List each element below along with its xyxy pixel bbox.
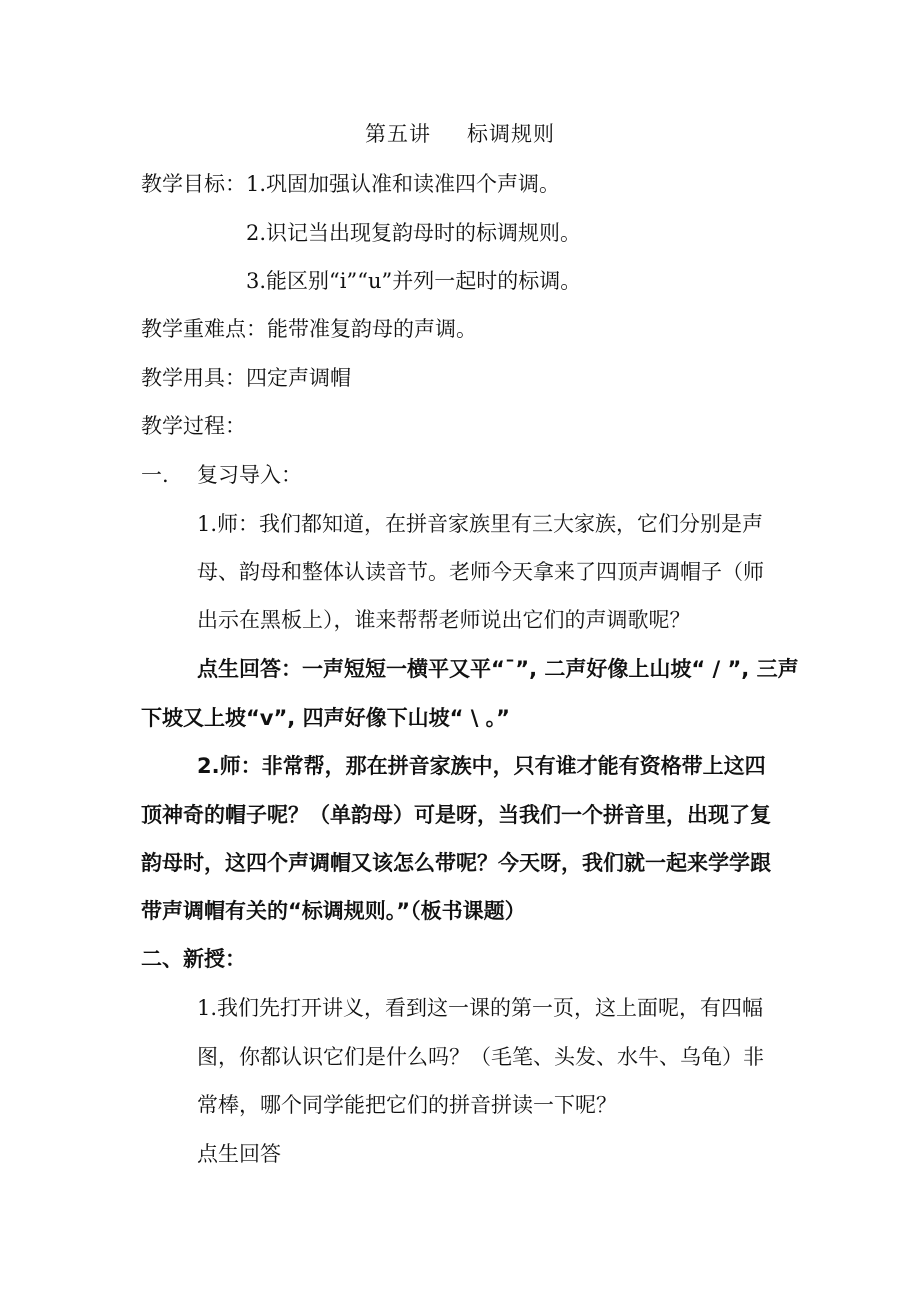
s1-para2-line1: 2.师：非常帮，那在拼音家族中，只有谁才能有资格带上这四	[197, 754, 766, 778]
section1-number: 一.	[141, 463, 169, 487]
objective-2: 2.识记当出现复韵母时的标调规则。	[246, 221, 582, 245]
objective-text: 1.巩固加强认准和读准四个声调。	[246, 172, 561, 196]
s1-answer-line2: 下坡又上坡“v”, 四声好像下山坡“ \ 。”	[141, 706, 510, 730]
s2-para1-line1: 1.我们先打开讲义，看到这一课的第一页，这上面呢，有四幅	[197, 996, 764, 1020]
objectives-label: 教学目标：	[141, 172, 246, 196]
s1-para1-line3: 出示在黑板上），谁来帮帮老师说出它们的声调歌呢？	[197, 608, 691, 632]
s2-answer: 点生回答	[197, 1142, 281, 1166]
s1-para2-line3: 韵母时，这四个声调帽又该怎么带呢？今天呀，我们就一起来学学跟	[141, 851, 771, 875]
section1-heading	[141, 461, 302, 489]
lesson-topic: 标调规则	[467, 122, 555, 146]
s2-para1-line2: 图，你都认识它们是什么吗？（毛笔、头发、水牛、乌龟）非	[197, 1045, 764, 1069]
objective-3: 3.能区别“i”“u”并列一起时的标调。	[246, 269, 582, 293]
lesson-number: 第五讲	[365, 122, 431, 146]
key-points: 教学重难点：能带准复韵母的声调。	[141, 317, 477, 341]
s1-para2-line4: 带声调帽有关的“标调规则。”（板书课题）	[141, 899, 526, 923]
objective-1	[141, 170, 560, 198]
section1-title: 复习导入：	[197, 463, 302, 487]
lesson-title	[0, 120, 920, 148]
s1-answer-line1: 点生回答：一声短短一横平又平“¯”, 二声好像上山坡“ / ”, 三声	[197, 657, 799, 681]
s1-para2-line2: 顶神奇的帽子呢？（单韵母）可是呀，当我们一个拼音里，出现了复	[141, 803, 771, 827]
section2-heading: 二、新授：	[141, 947, 246, 971]
s1-para1-line1: 1.师：我们都知道，在拼音家族里有三大家族，它们分别是声	[197, 512, 764, 536]
teaching-tools: 教学用具：四定声调帽	[141, 366, 351, 390]
process-label: 教学过程：	[141, 414, 246, 438]
s2-para1-line3: 常棒，哪个同学能把它们的拼音拼读一下呢？	[197, 1093, 617, 1117]
s1-para1-line2: 母、韵母和整体认读音节。老师今天拿来了四顶声调帽子（师	[197, 560, 764, 584]
